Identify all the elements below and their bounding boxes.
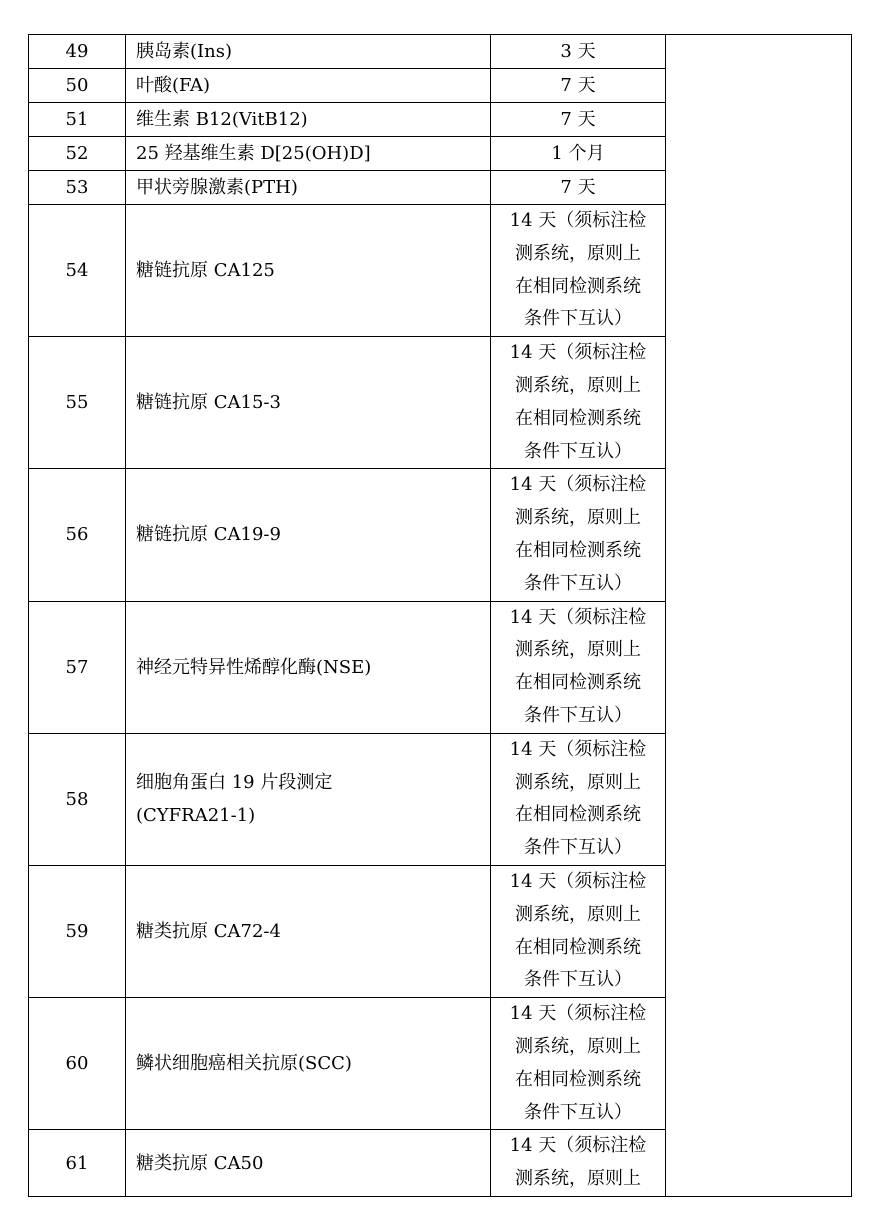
recognition-period	[491, 469, 666, 601]
period-line: 在相同检测系统	[515, 804, 641, 826]
recognition-period: 1 个月	[491, 137, 666, 171]
period-line: 在相同检测系统	[515, 1068, 641, 1090]
recognition-period	[491, 205, 666, 337]
test-item-name: 糖链抗原 CA125	[126, 205, 491, 337]
period-line: 测系统，原则上	[515, 374, 641, 396]
period-line: 14 天（须标注检	[509, 1003, 647, 1025]
row-number: 57	[29, 601, 126, 733]
row-number: 61	[29, 1130, 126, 1197]
row-number: 52	[29, 137, 126, 171]
period-line: 测系统，原则上	[515, 1035, 641, 1057]
period-line: 14 天（须标注检	[509, 870, 647, 892]
recognition-table	[28, 34, 852, 1197]
period-line: 在相同检测系统	[515, 407, 641, 429]
period-line: 在相同检测系统	[515, 275, 641, 297]
period-line: 14 天（须标注检	[509, 738, 647, 760]
test-item-name: 神经元特异性烯醇化酶(NSE)	[126, 601, 491, 733]
test-item-name: 糖链抗原 CA19-9	[126, 469, 491, 601]
row-number: 56	[29, 469, 126, 601]
row-number: 60	[29, 998, 126, 1130]
period-line: 条件下互认）	[524, 440, 632, 462]
row-number: 59	[29, 865, 126, 997]
row-number: 53	[29, 171, 126, 205]
recognition-period: 7 天	[491, 171, 666, 205]
period-line: 14 天（须标注检	[509, 606, 647, 628]
period-line: 条件下互认）	[524, 704, 632, 726]
recognition-period	[491, 998, 666, 1130]
period-line: 测系统，原则上	[515, 903, 641, 925]
period-line: 测系统，原则上	[515, 242, 641, 264]
period-line: 14 天（须标注检	[509, 342, 647, 364]
blank-column-cell	[666, 35, 852, 1197]
test-item-name: 鳞状细胞癌相关抗原(SCC)	[126, 998, 491, 1130]
period-line: 测系统，原则上	[515, 1168, 641, 1190]
row-number: 55	[29, 337, 126, 469]
period-line: 条件下互认）	[524, 837, 632, 859]
period-line: 条件下互认）	[524, 308, 632, 330]
row-number: 58	[29, 733, 126, 865]
period-line: 14 天（须标注检	[509, 1135, 647, 1157]
row-number: 49	[29, 35, 126, 69]
recognition-period	[491, 601, 666, 733]
period-line: 在相同检测系统	[515, 936, 641, 958]
test-item-name: 甲状旁腺激素(PTH)	[126, 171, 491, 205]
test-item-name: 糖类抗原 CA50	[126, 1130, 491, 1197]
row-number: 50	[29, 69, 126, 103]
row-number: 54	[29, 205, 126, 337]
recognition-period	[491, 337, 666, 469]
test-item-name	[126, 733, 491, 865]
period-line: 在相同检测系统	[515, 539, 641, 561]
test-item-name: 25 羟基维生素 D[25(OH)D]	[126, 137, 491, 171]
period-line: 条件下互认）	[524, 969, 632, 991]
test-item-name: 维生素 B12(VitB12)	[126, 103, 491, 137]
period-line: 条件下互认）	[524, 1101, 632, 1123]
test-item-name: 糖类抗原 CA72-4	[126, 865, 491, 997]
row-number: 51	[29, 103, 126, 137]
recognition-period: 7 天	[491, 103, 666, 137]
name-line: 细胞角蛋白 19 片段测定	[136, 772, 333, 794]
test-item-name: 糖链抗原 CA15-3	[126, 337, 491, 469]
period-line: 测系统，原则上	[515, 639, 641, 661]
recognition-period	[491, 733, 666, 865]
table-row	[29, 35, 852, 69]
recognition-period	[491, 1130, 666, 1197]
test-item-name: 胰岛素(Ins)	[126, 35, 491, 69]
period-line: 14 天（须标注检	[509, 210, 647, 231]
name-line: (CYFRA21-1)	[136, 805, 256, 827]
test-item-name: 叶酸(FA)	[126, 69, 491, 103]
period-line: 测系统，原则上	[515, 507, 641, 529]
period-line: 14 天（须标注检	[509, 474, 647, 496]
period-line: 在相同检测系统	[515, 672, 641, 694]
period-line: 条件下互认）	[524, 572, 632, 594]
period-line: 测系统，原则上	[515, 771, 641, 793]
recognition-period: 7 天	[491, 69, 666, 103]
recognition-period	[491, 865, 666, 997]
recognition-period: 3 天	[491, 35, 666, 69]
